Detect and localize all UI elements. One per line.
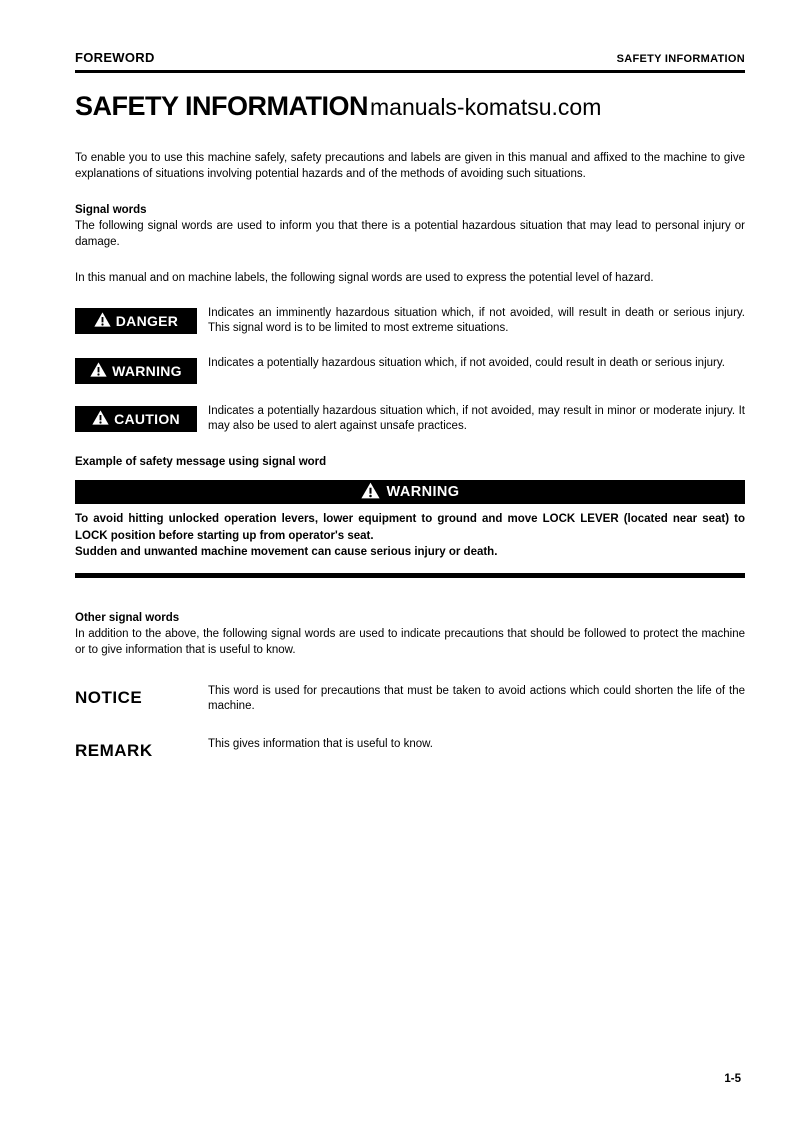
notice-description: This word is used for precautions that must be taken to avoid actions which could shorten the life of the machine.: [208, 684, 745, 712]
section-divider-rule: [75, 573, 745, 578]
header-section-label: FOREWORD: [75, 50, 155, 65]
danger-badge-label: DANGER: [115, 313, 179, 329]
warning-example-banner: [75, 480, 745, 504]
warning-message-line-2: Sudden and unwanted machine movement can cause serious injury or death.: [75, 546, 498, 558]
watermark-text: manuals-komatsu.com: [370, 94, 602, 120]
title-row: [75, 91, 745, 122]
example-heading: Example of safety message using signal word: [75, 456, 327, 468]
signal-words-heading: Signal words: [75, 204, 147, 216]
signal-word-row-caution: [75, 404, 745, 434]
signal-words-para-2: In this manual and on machine labels, the following signal words are used to express the potential level of hazard.: [75, 272, 654, 284]
warning-triangle-icon: [92, 410, 109, 428]
signal-word-row-warning: [75, 356, 745, 384]
warning-badge-label: WARNING: [112, 363, 182, 379]
caution-badge-label: CAUTION: [114, 411, 180, 427]
page-title: SAFETY INFORMATION: [75, 91, 368, 121]
signal-words-para-1: The following signal words are used to inform you that there is a potential hazardous situation that may lead to personal injury or damage.: [75, 220, 745, 248]
other-signal-words-para: In addition to the above, the following signal words are used to indicate precautions that should be followed to protect the machine or to give information that is useful to know.: [75, 627, 745, 656]
warning-triangle-icon: [361, 482, 380, 503]
danger-badge: [75, 308, 197, 334]
warning-triangle-icon: [90, 362, 107, 380]
warning-description: Indicates a potentially hazardous situation which, if not avoided, could result in death or serious injury.: [208, 357, 725, 369]
running-header: [75, 50, 745, 70]
caution-description: Indicates a potentially hazardous situation which, if not avoided, may result in minor or moderate injury. It may also be used to alert against unsafe practices.: [208, 405, 745, 432]
warning-triangle-icon: [94, 312, 111, 330]
warning-badge: [75, 358, 197, 384]
remark-description: This gives information that is useful to know.: [208, 737, 433, 750]
intro-paragraph: To enable you to use this machine safely, safety precautions and labels are given in this manual and affixed to the machine to give explanations of situations involving potential hazards and of the methods of avoiding such situations.: [75, 152, 745, 180]
warning-message-line-1: To avoid hitting unlocked operation levers, lower equipment to ground and move LOCK LEVER (located near seat) to LOCK position before starting up from operator's seat.: [75, 513, 745, 542]
remark-row: [75, 737, 745, 761]
remark-label: REMARK: [75, 740, 153, 760]
notice-label: NOTICE: [75, 687, 143, 707]
header-rule: [75, 70, 745, 73]
warning-banner-label: WARNING: [386, 484, 460, 500]
danger-description: Indicates an imminently hazardous situation which, if not avoided, will result in death or serious injury. This signal word is to be limited to most extreme situations.: [208, 307, 745, 334]
signal-word-row-danger: [75, 306, 745, 336]
caution-badge: [75, 406, 197, 432]
other-signal-words-heading: Other signal words: [75, 611, 180, 624]
notice-row: [75, 684, 745, 715]
header-chapter-label: SAFETY INFORMATION: [616, 53, 745, 65]
page-number: 1-5: [724, 1073, 741, 1085]
